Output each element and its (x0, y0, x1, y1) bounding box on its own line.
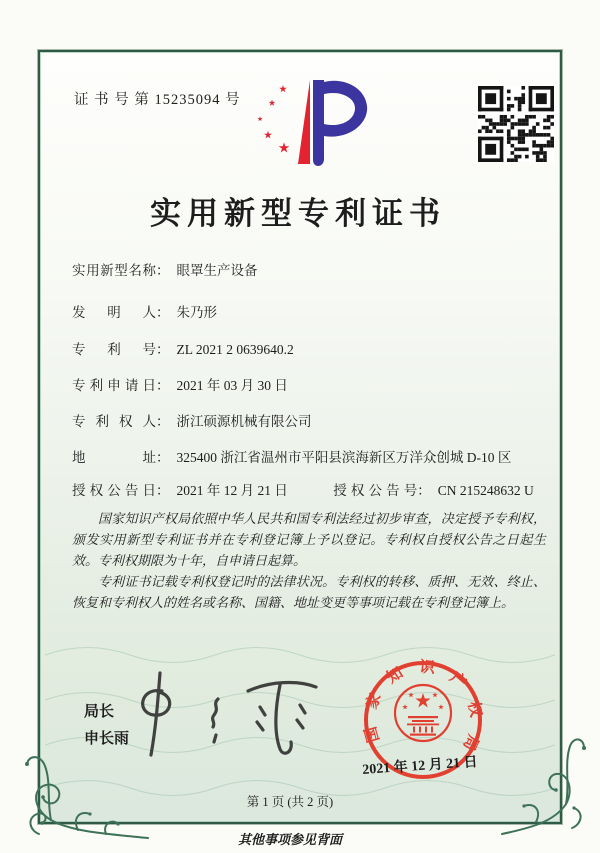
logo-stars (257, 85, 289, 153)
field-label: 实用新型名称 (72, 263, 156, 278)
seal-national-emblem (395, 685, 451, 741)
field-value: ZL 2021 2 0639640.2 (176, 342, 294, 357)
field-value: 朱乃形 (176, 305, 217, 320)
body-paragraph-2: 专利证书记载专利权登记时的法律状况。专利权的转移、质押、无效、终止、恢复和专利权人的姓名或名称、国籍、地址变更等事项记载在专利登记簿上。 (72, 574, 546, 610)
field-row-grant (72, 479, 534, 499)
grant-number-pair (333, 483, 534, 498)
body-paragraph-1: 国家知识产权局依照中华人民共和国专利法经过初步审查，决定授予专利权，颁发实用新型专利证书并在专利登记簿上予以登记。专利权自授权公告之日起生效。专利权期限为十年，自申请日起算。 (72, 511, 546, 568)
field-row-invention-name (72, 259, 258, 279)
field-value: 2021 年 12 月 21 日 (176, 483, 288, 498)
field-label: 地址 (72, 450, 156, 465)
grant-date-pair (72, 483, 288, 498)
back-side-note: 其他事项参见背面 (237, 832, 342, 847)
field-colon: ： (156, 414, 170, 429)
field-colon: ： (417, 483, 431, 498)
field-row-patent-number (72, 338, 294, 358)
seal-date: 2021 年 12 月 21 日 (361, 754, 479, 779)
logo-red-wedge (298, 80, 310, 164)
field-row-address (72, 446, 511, 466)
director-name: 申长雨 (84, 731, 130, 747)
logo-blue-p (313, 80, 367, 166)
field-colon: ： (156, 263, 170, 278)
field-value: 眼罩生产设备 (176, 263, 258, 278)
cnipa-logo (243, 72, 403, 182)
field-label: 授权公告号 (333, 483, 418, 498)
field-label: 专利申请日 (72, 378, 156, 393)
field-row-inventor (72, 301, 217, 321)
field-value: 2021 年 03 月 30 日 (176, 378, 288, 393)
field-colon: ： (156, 378, 170, 393)
field-colon: ： (156, 450, 170, 465)
field-colon: ： (156, 305, 170, 320)
director-signature (120, 665, 335, 765)
official-seal (348, 655, 498, 790)
field-value: 浙江硕源机械有限公司 (176, 414, 312, 429)
field-label: 专利号 (72, 342, 156, 357)
field-label: 发明人 (72, 305, 156, 320)
certificate-number: 证 书 号 第 15235094 号 (74, 92, 241, 108)
field-label: 授权公告日 (72, 483, 156, 498)
field-row-filing-date (72, 374, 288, 394)
field-row-patentee (72, 410, 312, 430)
seal-ring-text: 国家知识产权局 (362, 658, 485, 754)
page-number: 第 1 页 (共 2 页) (246, 795, 334, 809)
body-text (72, 508, 546, 613)
field-value: CN 215248632 U (437, 483, 534, 498)
corner-flourish-right (496, 730, 588, 842)
field-label: 专利权人 (72, 414, 156, 429)
field-value: 325400 浙江省温州市平阳县滨海新区万洋众创城 D-10 区 (176, 450, 512, 465)
qr-code (478, 86, 554, 162)
certificate-title: 实用新型专利证书 (150, 196, 446, 231)
field-colon: ： (156, 342, 170, 357)
director-title: 局长 (84, 704, 115, 720)
field-colon: ： (156, 483, 170, 498)
